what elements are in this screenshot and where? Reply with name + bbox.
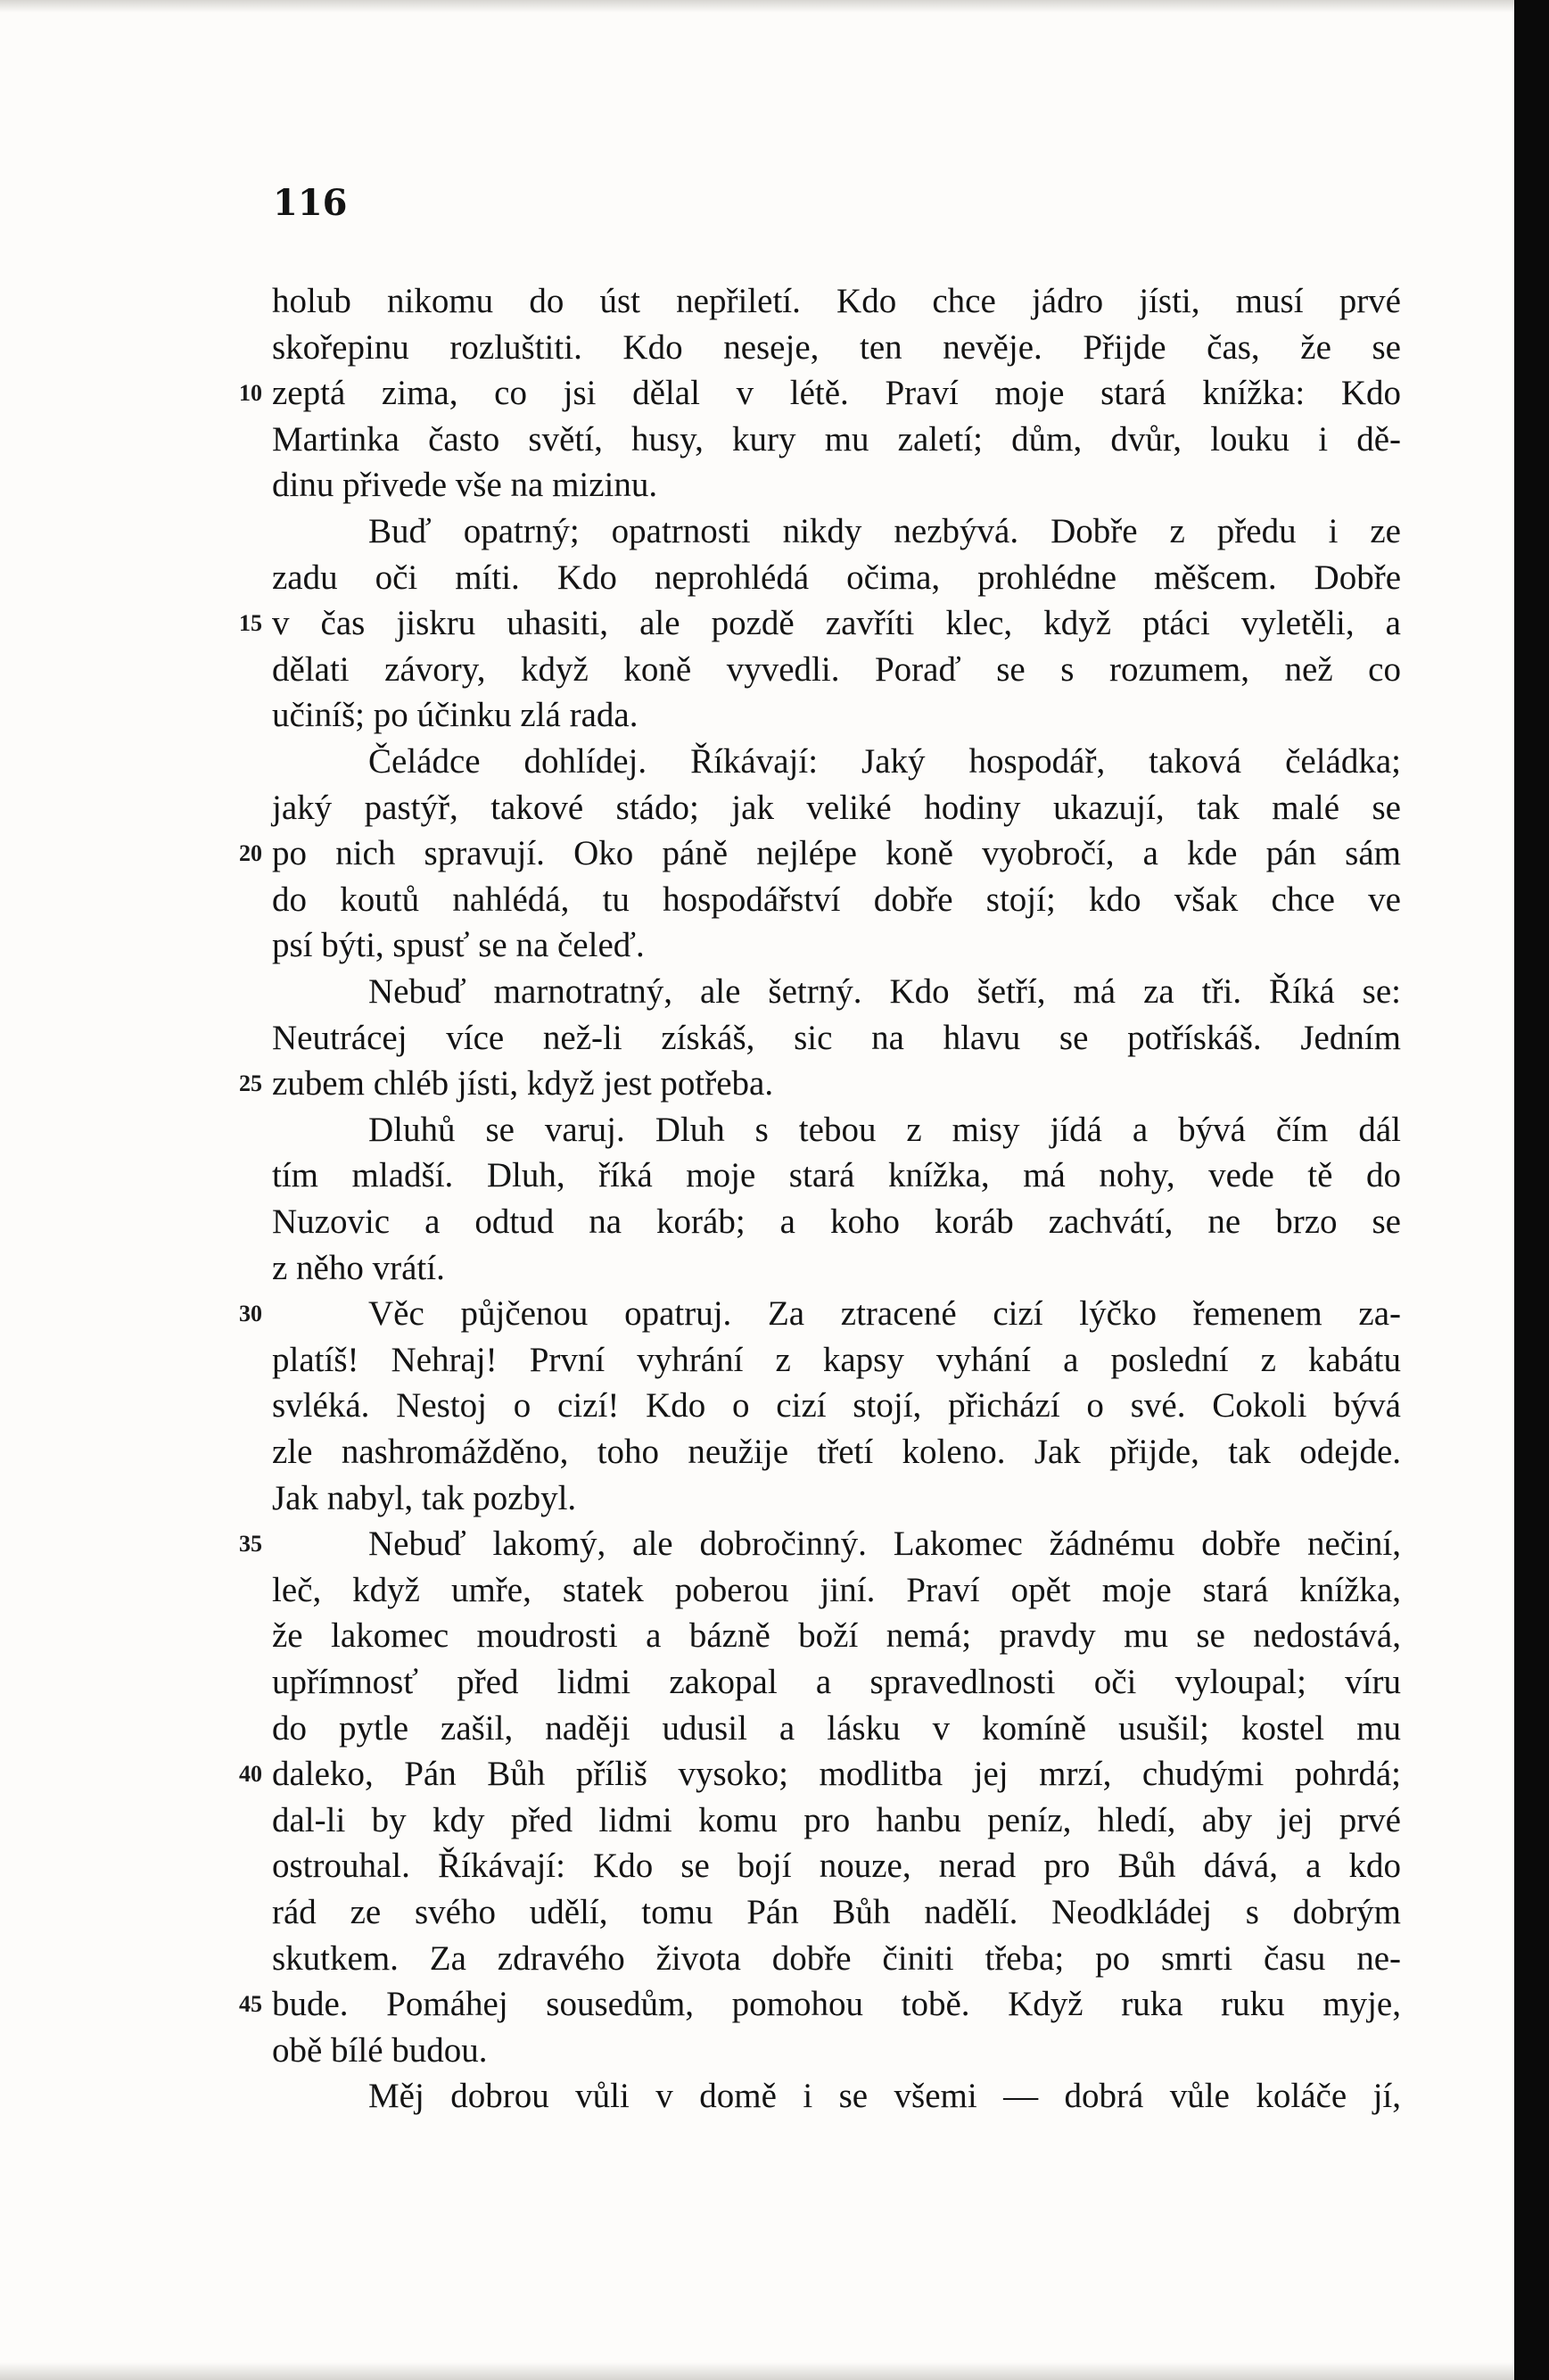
text-line: jaký pastýř, takové stádo; jak veliké hodiny ukazují, tak malé se [272,789,1401,827]
text-line: Dluhů se varuj. Dluh s tebou z misy jídá a bývá čím dál [368,1111,1401,1149]
text-line: psí býti, spusť se na čeleď. [272,926,645,964]
text-line: Nuzovic a odtud na koráb; a koho koráb zachvátí, ne brzo se [272,1202,1401,1241]
text-line: svléká. Nestoj o cizí! Kdo o cizí stojí, přichází o své. Cokoli bývá [272,1386,1401,1425]
text-line: Nebuď lakomý, ale dobročinný. Lakomec žádnému dobře nečiní, [368,1525,1401,1563]
text-line: do pytle zašil, naději udusil a lásku v komíně usušil; kostel mu [272,1709,1401,1748]
line-number-marker: 25 [239,1070,262,1096]
text-line: Buď opatrný; opatrnosti nikdy nezbývá. Dobře z předu i ze [368,512,1401,550]
text-line: po nich spravují. Oko páně nejlépe koně vyobročí, a kde pán sám [272,834,1401,872]
text-line: zadu oči míti. Kdo neprohlédá očima, prohlédne měšcem. Dobře [272,558,1401,597]
line-number-marker: 35 [239,1531,262,1557]
text-line: skutkem. Za zdravého života dobře činiti třeba; po smrti času ne- [272,1939,1401,1978]
line-number-marker: 15 [239,610,262,636]
text-line: dělati závory, když koně vyvedli. Poraď se s rozumem, než co [272,650,1401,689]
text-line: upřímnosť před lidmi zakopal a spravedlnosti oči vyloupal; víru [272,1663,1401,1701]
text-line: Nebuď marnotratný, ale šetrný. Kdo šetří, má za tři. Říká se: [368,972,1401,1011]
text-line: daleko, Pán Bůh příliš vysoko; modlitba jej mrzí, chudými pohrdá; [272,1755,1401,1793]
line-number-marker: 45 [239,1991,262,2017]
text-line: skořepinu rozluštiti. Kdo neseje, ten nevěje. Přijde čas, že se [272,328,1401,367]
line-number-marker: 40 [239,1761,262,1787]
text-line: tím mladší. Dluh, říká moje stará knížka, má nohy, vede tě do [272,1156,1401,1194]
text-line: dinu přivede vše na mizinu. [272,466,658,504]
text-line: do koutů nahlédá, tu hospodářství dobře stojí; kdo však chce ve [272,880,1401,919]
scan-top-shadow [0,0,1549,12]
text-line: z něho vrátí. [272,1249,445,1287]
text-line: zubem chléb jísti, když jest potřeba. [272,1064,774,1103]
text-line: dal-li by kdy před lidmi komu pro hanbu peníz, hledí, aby jej prvé [272,1801,1401,1839]
text-line: zle nashromážděno, toho neužije třetí koleno. Jak přijde, tak odejde. [272,1433,1401,1471]
text-line: v čas jiskru uhasiti, ale pozdě zavříti klec, když ptáci vyletěli, a [272,604,1401,642]
text-line: ostrouhal. Říkávají: Kdo se bojí nouze, nerad pro Bůh dává, a kdo [272,1847,1401,1885]
text-line: Čeládce dohlídej. Říkávají: Jaký hospodář, taková čeládka; [368,742,1401,781]
text-line: učiníš; po účinku zlá rada. [272,696,639,734]
text-line: platíš! Nehraj! První vyhrání z kapsy vyhání a poslední z kabátu [272,1341,1401,1379]
text-line: zeptá zima, co jsi dělal v létě. Praví moje stará knížka: Kdo [272,374,1401,412]
text-line: rád ze svého udělí, tomu Pán Bůh nadělí. Neodkládej s dobrým [272,1893,1401,1931]
text-line: Měj dobrou vůli v domě i se všemi — dobrá vůle koláče jí, [368,2077,1401,2115]
text-line: obě bílé budou. [272,2031,488,2070]
text-line: Neutrácej více než-li získáš, sic na hlavu se potřískáš. Jedním [272,1019,1401,1057]
text-line: Věc půjčenou opatruj. Za ztracené cizí lýčko řemenem za- [368,1294,1401,1333]
text-line: leč, když umře, statek poberou jiní. Praví opět moje stará knížka, [272,1571,1401,1609]
text-line: Jak nabyl, tak pozbyl. [272,1479,577,1517]
scan-bottom-shadow [0,2362,1549,2380]
text-line: bude. Pomáhej sousedům, pomohou tobě. Když ruka ruku myje, [272,1985,1401,2023]
scan-right-border [1514,0,1549,2380]
line-number-marker: 30 [239,1301,262,1326]
page-number: 116 [273,182,348,224]
text-line: holub nikomu do úst nepřiletí. Kdo chce jádro jísti, musí prvé [272,282,1401,320]
line-number-marker: 10 [239,380,262,406]
text-line: že lakomec moudrosti a bázně boží nemá; pravdy mu se nedostává, [272,1616,1401,1655]
line-number-marker: 20 [239,840,262,866]
text-line: Martinka často světí, husy, kury mu zaletí; dům, dvůr, louku i dě- [272,420,1401,459]
